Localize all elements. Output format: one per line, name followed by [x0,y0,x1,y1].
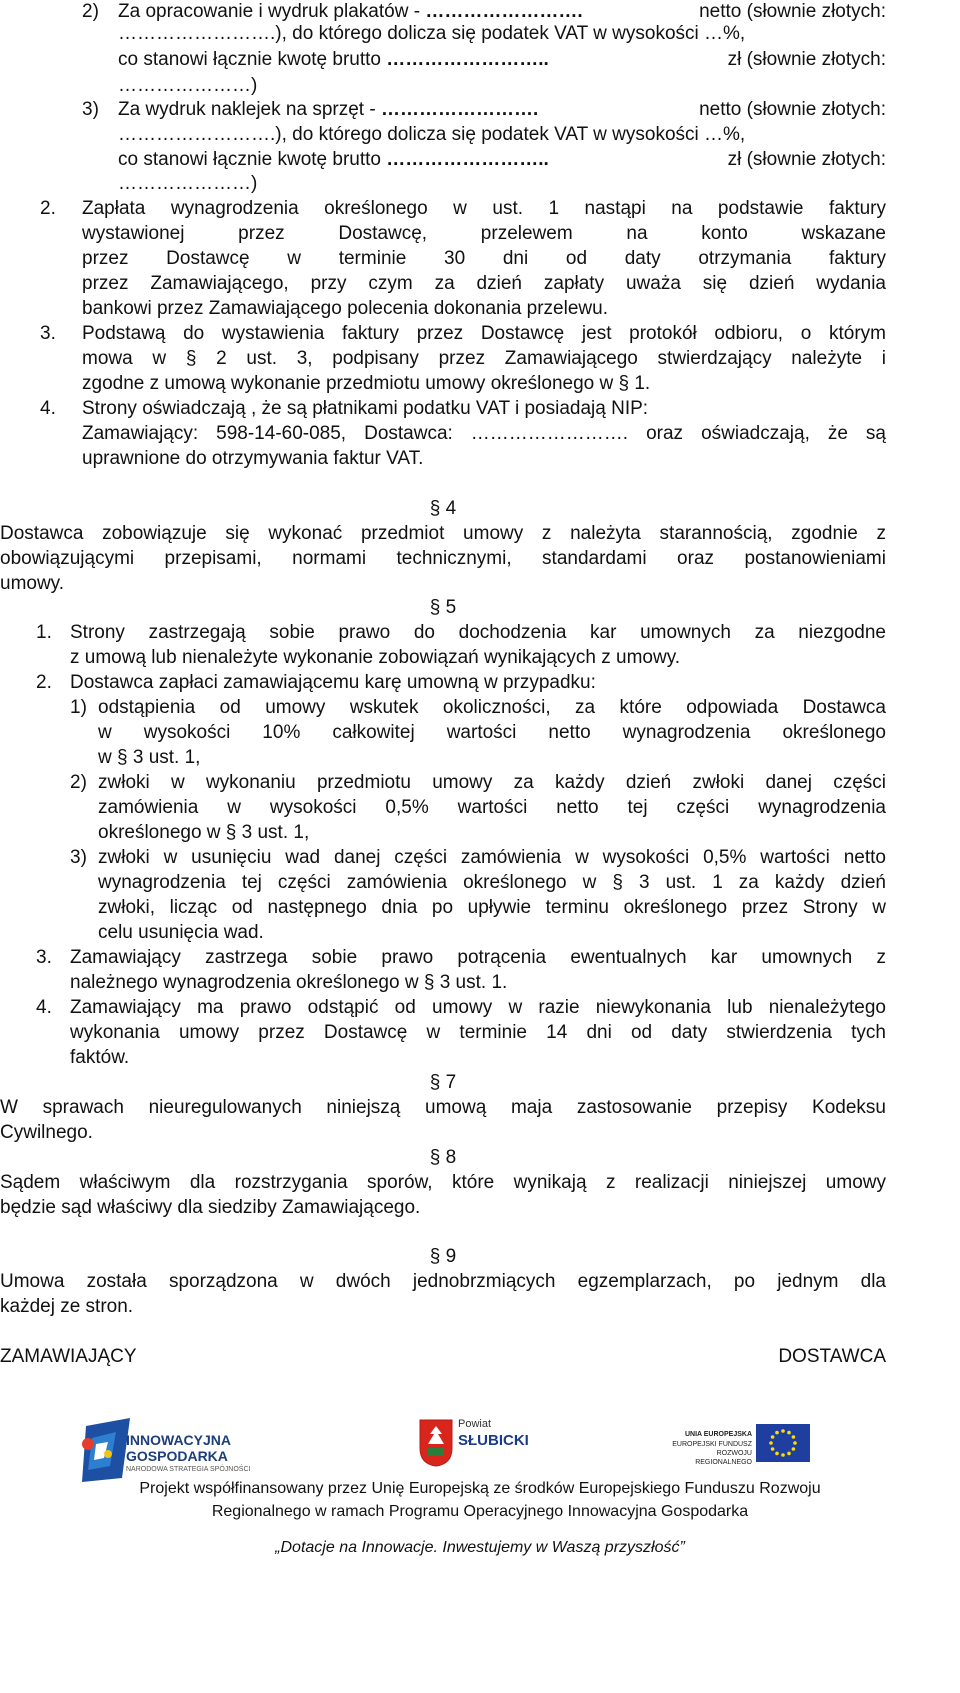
footer-line-1: Projekt współfinansowany przez Unię Europejską ze środków Europejskiego Funduszu Rozwoju [139,1480,821,1497]
item-number: 3) [82,99,99,120]
paragraph-line: Sądem właściwym dla rozstrzygania sporów, które wynikają z realizacji niniejszej umowy [0,1172,886,1193]
ig-title-2: GOSPODARKA [126,1448,228,1464]
section-heading: § 9 [429,1246,457,1267]
item-number: 2) [82,1,99,22]
paragraph-line: mowa w § 2 ust. 3, podpisany przez Zamawiającego stwierdzający należyte i [82,348,886,369]
paragraph-line: bankowi przez Zamawiającego polecenia dokonania przelewu. [82,298,608,319]
paragraph-line: Cywilnego. [0,1122,93,1143]
paragraph-line: uprawnione do otrzymywania faktur VAT. [82,448,424,469]
item-line: zł (słownie złotych: [727,49,886,70]
section-heading: § 8 [429,1147,457,1168]
item-line: zł (słownie złotych: [727,149,886,170]
powiat-slubicki-logo [418,1418,558,1484]
ig-subtitle: NARODOWA STRATEGIA SPÓJNOŚCI [126,1466,251,1473]
paragraph-line: W sprawach nieuregulowanych niniejszą umową maja zastosowanie przepisy Kodeksu [0,1097,886,1118]
paragraph-line: Zamawiający ma prawo odstąpić od umowy w razie niewykonania lub nienależytego [70,997,886,1018]
sub-item-number: 3) [70,847,87,868]
paragraph-line: Strony oświadczają , że są płatnikami podatku VAT i posiadają NIP: [82,398,649,419]
sub-item-line: zwłoki w usunięciu wad danej części zamówienia w wysokości 0,5% wartości netto [98,847,886,868]
item-line: …………………) [118,75,258,96]
sub-item-line: w wysokości 10% całkowitej wartości netto wynagrodzenia określonego [98,722,886,743]
signature-dostawca: DOSTAWCA [778,1346,886,1367]
item-line: …………………….), do którego dolicza się podatek VAT w wysokości …%, [118,124,746,145]
ig-title-1: INNOWACYJNA [126,1432,232,1448]
section-heading: § 7 [429,1072,457,1093]
sub-item-line: zwłoki, licząc od następnego dnia po upływie terminu określonego przez Strony w [98,897,886,918]
slubicki-label: SŁUBICKI [458,1432,529,1449]
paragraph-line: faktów. [70,1047,130,1068]
paragraph-line: wystawionej przez Dostawcę, przelewem na konto wskazane [82,223,886,244]
sub-item-line: odstąpienia od umowy wskutek okoliczności, za które odpowiada Dostawca [98,697,886,718]
paragraph-line: przez Dostawcę w terminie 30 dni od daty otrzymania faktury [82,248,886,269]
section-heading: § 4 [429,498,457,519]
innowacyjna-gospodarka-logo [78,1418,308,1484]
sub-item-line: określonego w § 3 ust. 1, [98,822,310,843]
sub-item-number: 1) [70,697,87,718]
paragraph-line: Podstawą do wystawienia faktury przez Dostawcę jest protokół odbioru, o którym [82,323,886,344]
eu-label-2: EUROPEJSKI FUNDUSZ [672,1441,752,1448]
coat-of-arms-icon [418,1418,454,1468]
powiat-label: Powiat [458,1418,492,1430]
item-line: …………………) [118,173,258,194]
paragraph-line: z umową lub nienależyte wykonanie zobowiązań wynikających z umowy. [70,647,681,668]
item-line: co stanowi łącznie kwotę brutto …………………….. [118,49,549,70]
paragraph-line: należnego wynagrodzenia określonego w § 3 ust. 1. [70,972,508,993]
paragraph-line: Dostawca zapłaci zamawiającemu karę umowną w przypadku: [70,672,596,693]
paragraph-line: Zamawiający: 598-14-60-085, Dostawca: ……………………. oraz oświadczają, że są [82,423,886,444]
section-heading: § 5 [429,597,457,618]
paragraph-line: Strony zastrzegają sobie prawo do dochodzenia kar umownych za niezgodne [70,622,886,643]
paragraph-line: będzie sąd właściwy dla siedziby Zamawiającego. [0,1197,421,1218]
paragraph-number: 2. [40,198,56,219]
paragraph-number: 3. [40,323,56,344]
paragraph-number: 4. [40,398,56,419]
eu-fund-logo [672,1424,812,1474]
paragraph-number: 2. [36,672,52,693]
paragraph-number: 4. [36,997,52,1018]
paragraph-line: wykonania umowy przez Dostawcę w terminie 14 dni od daty stwierdzenia tych [70,1022,886,1043]
paragraph-line: Zamawiający zastrzega sobie prawo potrącenia ewentualnych kar umownych z [70,947,886,968]
eu-label-1: UNIA EUROPEJSKA [684,1431,752,1438]
item-line: …………………….), do którego dolicza się podatek VAT w wysokości …%, [118,23,746,44]
paragraph-number: 3. [36,947,52,968]
sub-item-line: zamówienia w wysokości 0,5% wartości netto tej części wynagrodzenia [98,797,886,818]
item-line: netto (słownie złotych: [699,99,886,120]
item-line: Za opracowanie i wydruk plakatów - ……………………. [118,1,583,22]
item-line: netto (słownie złotych: [699,1,886,22]
paragraph-line: Dostawca zobowiązuje się wykonać przedmiot umowy z należyta starannością, zgodnie z [0,523,886,544]
sub-item-line: w § 3 ust. 1, [98,747,201,768]
paragraph-number: 1. [36,622,52,643]
paragraph-line: obowiązującymi przepisami, normami technicznymi, standardami oraz postanowieniami [0,548,886,569]
sub-item-line: celu usunięcia wad. [98,922,264,943]
paragraph-line: przez Zamawiającego, przy czym za dzień zapłaty uważa się dzień wydania [82,273,886,294]
paragraph-line: zgodne z umową wykonanie przedmiotu umowy określonego w § 1. [82,373,651,394]
footer-line-2: Regionalnego w ramach Programu Operacyjnego Innowacyjna Gospodarka [211,1503,749,1520]
paragraph-line: Umowa została sporządzona w dwóch jednobrzmiących egzemplarzach, po jednym dla [0,1271,886,1292]
item-line: Za wydruk naklejek na sprzęt - ……………………. [118,99,539,120]
paragraph-line: każdej ze stron. [0,1296,134,1317]
footer-slogan: „Dotacje na Innowacje. Inwestujemy w Waszą przyszłość” [275,1539,685,1556]
paragraph-line: umowy. [0,573,65,594]
sub-item-line: zwłoki w wykonaniu przedmiotu umowy za każdy dzień zwłoki danej części [98,772,886,793]
item-line: co stanowi łącznie kwotę brutto …………………….. [118,149,549,170]
eu-flag-icon [756,1424,810,1462]
sub-item-number: 2) [70,772,87,793]
paragraph-line: Zapłata wynagrodzenia określonego w ust. 1 nastąpi na podstawie faktury [82,198,886,219]
eu-label-3: ROZWOJU REGIONALNEGO [695,1450,752,1466]
sub-item-line: wynagrodzenia tej części zamówienia określonego w § 3 ust. 1 za każdy dzień [98,872,886,893]
signature-zamawiajacy: ZAMAWIAJĄCY [0,1346,137,1367]
